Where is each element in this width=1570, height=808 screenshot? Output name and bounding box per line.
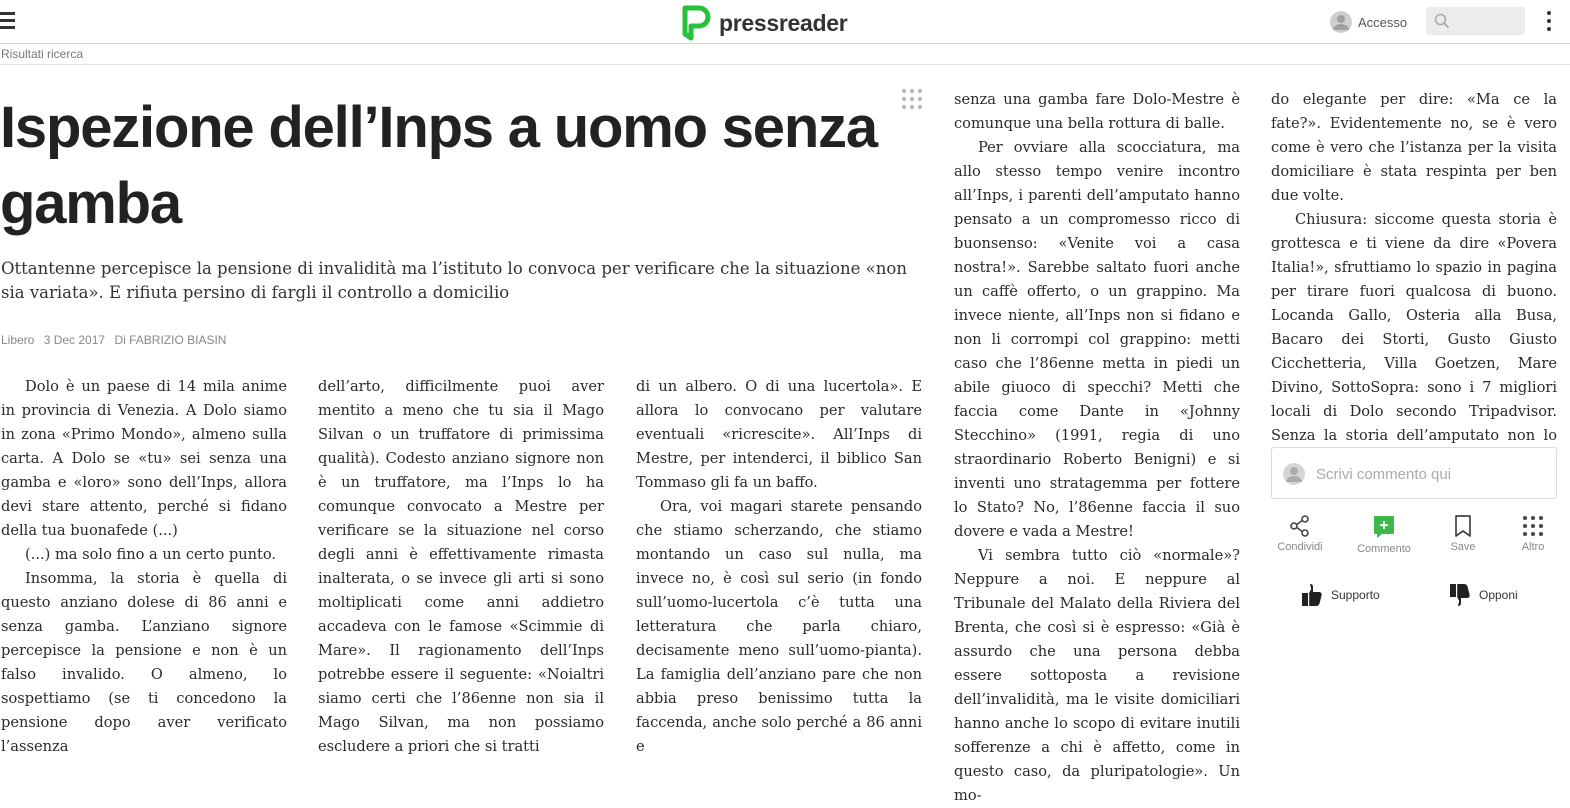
share-button[interactable] bbox=[1265, 515, 1335, 553]
paragraph: (...) ma solo fino a un certo punto. bbox=[25, 546, 277, 563]
paragraph: do elegante per dire: «Ma ce la fate?». Evidentemente no, se è vero come è vero che l’istanza per la visita domiciliare è stata respinta per ben due volte. bbox=[1271, 91, 1557, 204]
article-author: Di FABRIZIO BIASIN bbox=[114, 333, 227, 347]
save-button[interactable] bbox=[1428, 515, 1498, 553]
article-source[interactable]: Libero bbox=[1, 333, 35, 347]
breadcrumb-bar bbox=[0, 44, 1570, 65]
user-icon bbox=[1330, 11, 1352, 33]
more-grid-icon bbox=[1522, 515, 1544, 537]
user-avatar-icon bbox=[1283, 463, 1305, 485]
oppose-button[interactable] bbox=[1449, 582, 1518, 608]
add-comment-icon bbox=[1373, 515, 1395, 539]
paragraph: Insomma, la storia è quella di questo anziano dolese di 86 anni e senza gamba. L’anziano signore percepisce la pensione e non è un falso invalido. O almeno, lo sospettiamo (se ti concedono la pensione dopo aver verificato l’assenza bbox=[1, 570, 287, 755]
more-label: Altro bbox=[1521, 541, 1545, 553]
oppose-label: Opponi bbox=[1479, 588, 1518, 602]
article-column-2 bbox=[318, 375, 604, 759]
paragraph: senza una gamba fare Dolo-Mestre è comunque una bella rottura di balle. bbox=[954, 91, 1240, 132]
save-label: Save bbox=[1450, 541, 1476, 553]
paragraph: dell’arto, difficilmente puoi aver mentito a meno che tu sia il Mago Silvan o un truffatore di primissima qualità). Codesto anziano signore non è un truffatore, ma l’Inps lo ha comunque convocato a Mestre per verificare se la situazione nel corso degli anni è effettivamente rimasta inalterata, o se invece gli arti si sono moltiplicati come anni addietro accadeva con le famose «Scimmie di Mare». Il ragionamento dell’Inps potrebbe essere il seguente: «Noialtri siamo certi che l’86enne non sia il Mago Silvan, ma non possiamo escludere a priori che si tratti bbox=[318, 378, 604, 755]
share-icon bbox=[1289, 515, 1311, 537]
thumbs-up-icon bbox=[1301, 583, 1323, 607]
comment-label: Commento bbox=[1357, 543, 1411, 555]
bookmark-icon bbox=[1454, 515, 1472, 537]
pressreader-logo[interactable] bbox=[681, 4, 847, 42]
paragraph: Dolo è un paese di 14 mila anime in provincia di Venezia. A Dolo siamo in zona «Primo Mondo», almeno sulla carta. A Dolo se «tu» sei senza una gamba e «loro» sono dell’Inps, allora devi stare attento, perché si fidano della tua buonafede (...) bbox=[1, 378, 287, 539]
article-subtitle: Ottantenne percepisce la pensione di invalidità ma l’istituto lo convoca per verificare che la situazione «non sia variata». E rifiuta persino di fargli il controllo a domicilio bbox=[1, 259, 907, 302]
top-bar bbox=[0, 0, 1570, 44]
article-column-4 bbox=[954, 88, 1240, 808]
paragraph: Vi sembra tutto ciò «normale»? Neppure a noi. E neppure al Tribunale del Malato della Riviera del Brenta, che così si è espresso: «Già è assurdo che una persona debba essere sottoposta a revisione dell’invalidità, ma le visite domiciliari hanno anche lo scopo di evitare inutili sofferenze a chi è affetto, come in questo caso, da pluripatologie». Un mo- bbox=[954, 547, 1240, 804]
breadcrumb-search-results[interactable]: Risultati ricerca bbox=[1, 47, 84, 61]
article-meta bbox=[1, 333, 232, 347]
paragraph: Chiusura: siccome questa storia è grottesca e ti viene da dire «Povera Italia!», sfruttiamo lo spazio in pagina per tirare fuori qualcosa di buono. Locanda Gallo, Osteria alla Busa, Bacaro dei Storti, Gusto Giusto Cicchetteria, Villa Goetzen, Mare Divino, SottoSopra: sono i 7 migliori locali di Dolo secondo Tripadvisor. Senza la storia dell’amputato non lo bbox=[1271, 211, 1557, 444]
more-options-icon[interactable] bbox=[1546, 11, 1552, 33]
article-column-5 bbox=[1271, 88, 1557, 472]
menu-icon[interactable] bbox=[0, 12, 16, 30]
article-title: Ispezione dell’Inps a uomo senza gamba bbox=[0, 95, 877, 236]
share-label: Condividi bbox=[1277, 541, 1323, 553]
drag-handle-icon[interactable] bbox=[901, 88, 923, 110]
comment-button[interactable] bbox=[1349, 515, 1419, 555]
comment-box[interactable] bbox=[1271, 447, 1557, 499]
article-date: 3 Dec 2017 bbox=[43, 333, 106, 347]
brand-name: pressreader bbox=[719, 9, 848, 36]
support-label: Supporto bbox=[1331, 588, 1380, 602]
search-box[interactable] bbox=[1426, 7, 1525, 35]
search-input[interactable] bbox=[1454, 11, 1520, 31]
paragraph: di un albero. O di una lucertola». E allora lo convocano per valutare eventuali «ricrescite». All’Inps di Mestre, per intenderci, il biblico San Tommaso gli fa un baffo. bbox=[636, 378, 922, 491]
support-button[interactable] bbox=[1301, 582, 1380, 608]
comment-input[interactable] bbox=[1316, 462, 1546, 486]
more-button[interactable] bbox=[1498, 515, 1568, 553]
paragraph: Per ovviare alla scocciatura, ma allo stesso tempo venire incontro all’Inps, i parenti dell’amputato hanno pensato a un compromesso ricco di buonsenso: «Venite voi a casa nostra!». Sarebbe saltato fuori anche un caffè offerto, o un grappino. Ma invece niente, all’Inps non si fidano e non li corrompi col grappino: metti caso che l’86enne metta in piedi un abile giuoco di specchi? Metti che faccia come Dante in «Johnny Stecchino» (1991, regia di uno straordinario Roberto Benigni) e si inventi uno stratagemma per fottere lo Stato? No, l’86enne faccia il suo dovere e vada a Mestre! bbox=[954, 139, 1240, 540]
paragraph: Ora, voi magari starete pensando che stiamo scherzando, che stiamo montando un caso sul nulla, ma invece no, è così sul serio (in fondo sull’uomo-lucertola c’è tutta una letteratura che parla chiaro, decisamente meno sull’uomo-pianta). La famiglia dell’anziano pare che non abbia preso benissimo tutta la faccenda, anche solo perché a 86 anni e bbox=[636, 498, 922, 755]
login-label: Accesso bbox=[1358, 14, 1408, 30]
login-button[interactable] bbox=[1330, 10, 1407, 34]
pressreader-logo-icon bbox=[681, 4, 711, 42]
search-icon bbox=[1434, 13, 1450, 29]
article-column-3 bbox=[636, 375, 922, 759]
thumbs-down-icon bbox=[1449, 583, 1471, 607]
article-column-1 bbox=[1, 375, 287, 759]
